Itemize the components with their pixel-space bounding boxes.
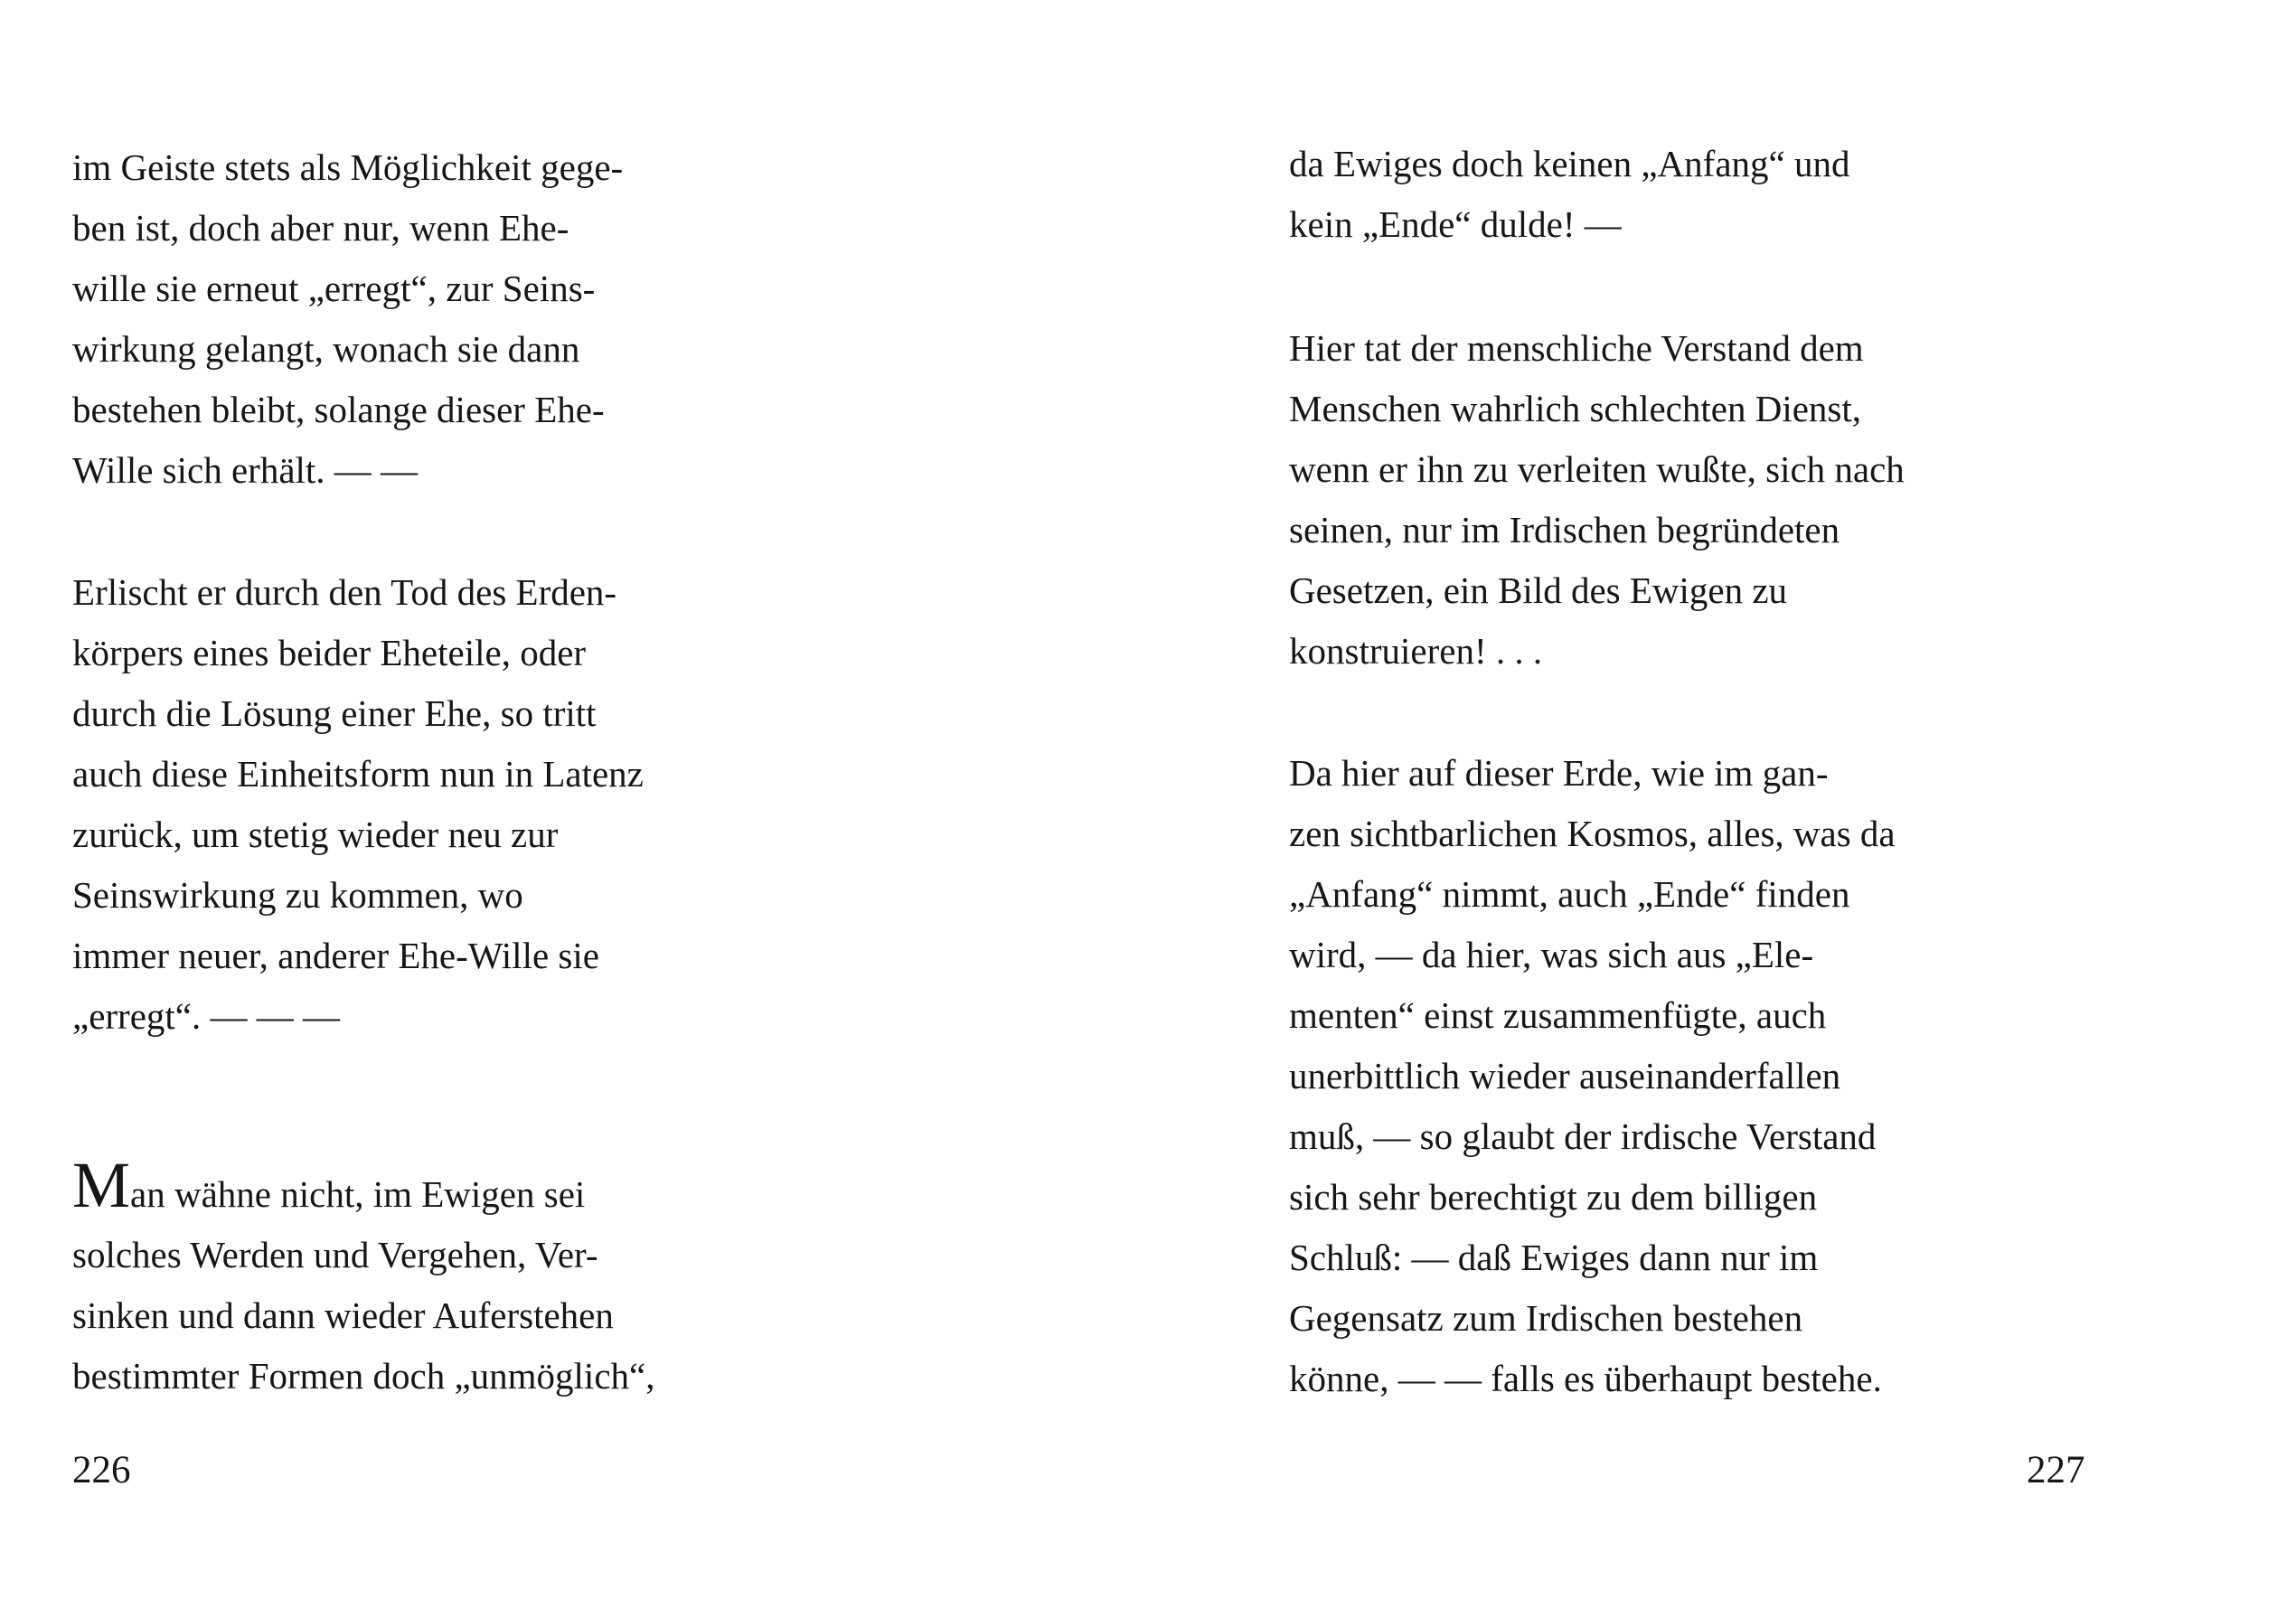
right-paragraph-3: Da hier auf dieser Erde, wie im gan- zen sichtbarlichen Kosmos, alles, was da „Anfang“ nimmt, auch „Ende“ finden wird, — da hier, was sich aus „Ele- menten“ einst zusammenfügte, auch unerbittlich wieder auseinanderfallen muß, — so glaubt der irdische Verstand sich sehr berechtigt zu dem billigen Schluß: — daß Ewiges dann nur im Gegensatz zum Irdischen bestehen könne, — — falls es überhaupt bestehe. — [1289, 752, 1896, 1399]
right-paragraph-1: da Ewiges doch keinen „Anfang“ und kein „Ende“ dulde! — — [1289, 143, 1850, 245]
right-paragraph-1-block — [1289, 134, 2097, 255]
page-number-left: 226 — [72, 1449, 131, 1491]
right-paragraph-2-block — [1289, 318, 2097, 682]
right-paragraph-2: Hier tat der menschliche Verstand dem Menschen wahrlich schlechten Dienst, wenn er ihn zu verleiten wußte, sich nach seinen, nur im Irdischen begründeten Gesetzen, ein Bild des Ewigen zu konstruieren! . . . — [1289, 327, 1905, 672]
right-paragraph-3-block — [1289, 743, 2097, 1409]
left-paragraph-2: Erlischt er durch den Tod des Erden- körpers eines beider Eheteile, oder durch die Lösung einer Ehe, so tritt auch diese Einheitsform nun in Latenz zurück, um stetig wieder neu zur Seinswirkung zu kommen, wo immer neuer, anderer Ehe-Wille sie „erregt“. — — — — [72, 571, 644, 1037]
left-section-text: an wähne nicht, im Ewigen sei solches Werden und Vergehen, Ver- sinken und dann wieder Auferstehen bestimmter Formen doch „unmöglich“, — [72, 1173, 655, 1397]
drop-cap-initial: M — [72, 1149, 131, 1221]
left-paragraph-2-block — [72, 562, 879, 1047]
page-number-right: 227 — [2027, 1449, 2085, 1491]
left-paragraph-1: im Geiste stets als Möglichkeit gege- ben ist, doch aber nur, wenn Ehe- wille sie erneut „erregt“, zur Seins- wirkung gelangt, wonach sie dann bestehen bleibt, solange dieser Ehe- Wille sich erhält. — — — [72, 146, 624, 491]
left-section-block — [72, 1149, 879, 1407]
right-page — [1148, 0, 2296, 1609]
left-section-paragraph — [72, 1149, 879, 1407]
left-paragraph-1-block — [72, 137, 879, 501]
